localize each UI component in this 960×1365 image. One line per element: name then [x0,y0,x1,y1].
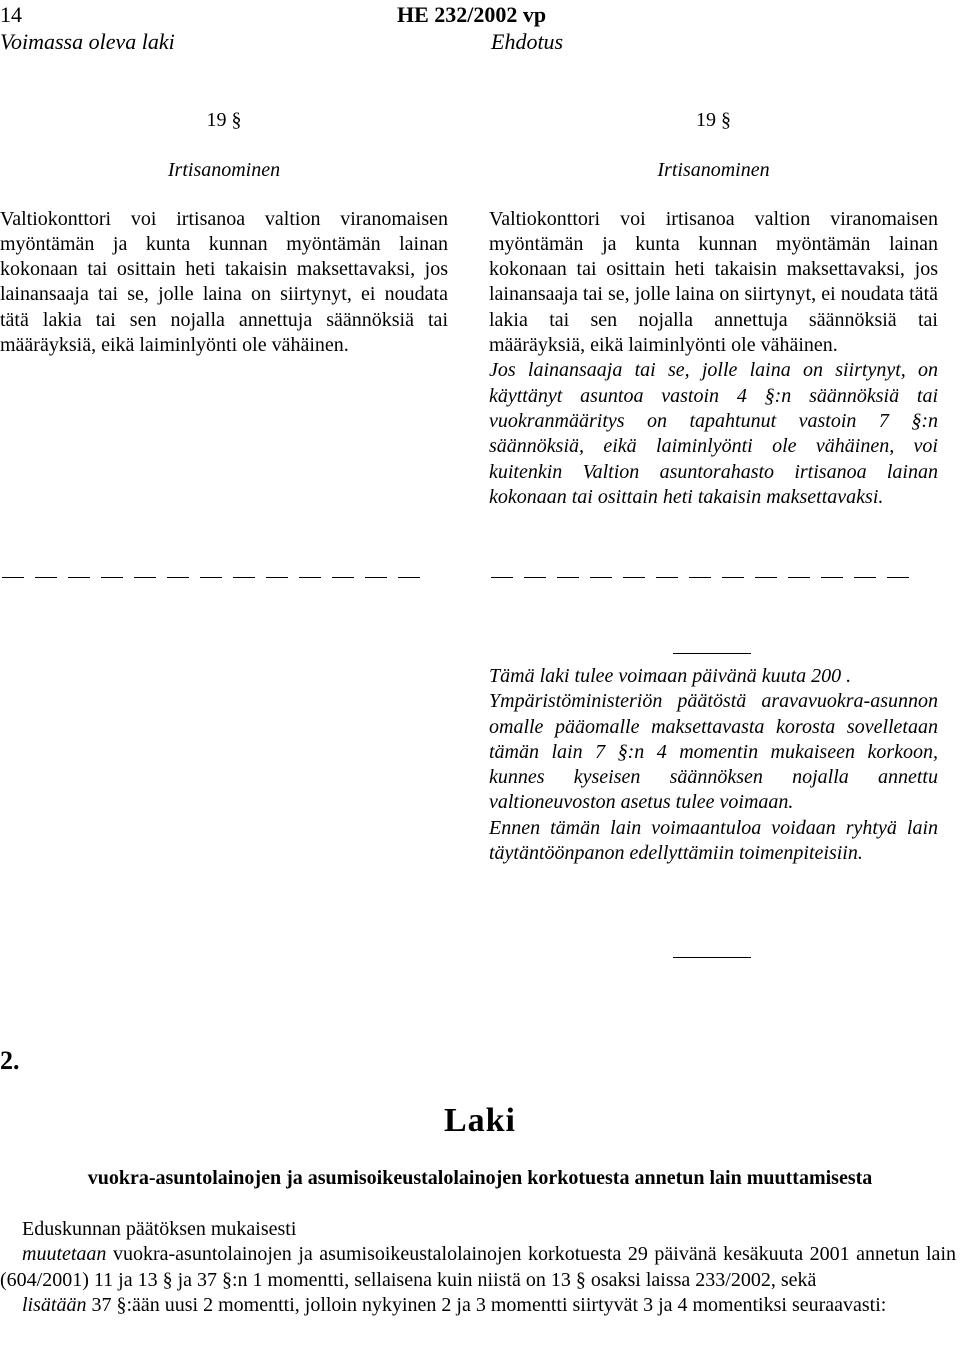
right-column [489,108,938,510]
law-amend-paragraph [0,1242,956,1293]
left-continuation-dashes [2,577,420,578]
add-text: 37 §:ään uusi 2 momentti, jolloin nykyinen 2 ja 3 momentti siirtyvät 3 ja 4 momentiksi seuraavasti: [86,1293,887,1316]
left-paragraph: Valtiokonttori voi irtisanoa valtion viranomaisen myöntämän ja kunta kunnan myöntämän lainan kokonaan tai osittain heti takaisin maksettavaksi, jos lainansaaja tai se, jolle laina on siirtynyt, ei noudata tätä lakia tai sen nojalla annettuja säännöksiä tai määräyksiä, eikä laiminlyönti ole vähäinen. [0,207,448,357]
right-continuation-dashes [491,577,909,578]
page-number: 14 [0,2,22,27]
right-section-title: Irtisanominen [657,159,770,182]
law-add-paragraph [0,1293,956,1318]
right-section-number: 19 § [696,109,731,131]
law-subtitle: vuokra-asuntolainojen ja asumisoikeustalolainojen korkotuesta annetun lain muuttamisesta [87,1167,873,1189]
entry-into-force-paragraph-3: Ennen tämän lain voimaantuloa voidaan ryhtyä lain täytäntöönpanon edellyttämiin toimenpiteisiin. [489,816,938,865]
entry-into-force-paragraph-1: Tämä laki tulee voimaan päivänä kuuta 200 . [489,665,852,687]
law-intro: Eduskunnan päätöksen mukaisesti [22,1218,297,1240]
entry-into-force [489,664,938,866]
entry-into-force-paragraph-2: Ympäristöministeriön päätöstä aravavuokra-asunnon omalle pääomalle maksettavasta korosta sovelletaan tämän lain 7 §:n 4 momentin mukaiseen korkoon, kunnes kyseisen säännöksen nojalla annettu valtioneuvoston asetus tulee voimaan. [489,690,938,814]
divider-rule-top [673,653,751,654]
law-body [0,1217,956,1318]
right-paragraph: Valtiokonttori voi irtisanoa valtion viranomaisen myöntämän ja kunta kunnan myöntämän lainan kokonaan tai osittain heti takaisin maksettavaksi, jos lainansaaja tai se, jolle laina on siirtynyt, ei noudata tätä lakia tai sen nojalla annettuja säännöksiä tai määräyksiä, eikä laiminlyönti ole vähäinen. [489,207,938,357]
law-number: 2. [0,1046,20,1075]
left-column-label: Voimassa oleva laki [0,29,175,54]
law-heading: Laki [443,1102,517,1139]
amend-verb: muutetaan [22,1243,107,1266]
right-column-label: Ehdotus [491,29,564,54]
left-section-title: Irtisanominen [167,159,281,182]
left-column [0,108,448,358]
document-id: HE 232/2002 vp [397,2,547,27]
right-new-paragraph: Jos lainansaaja tai se, jolle laina on siirtynyt, on käyttänyt asuntoa vastoin 4 §:n säännöksiä tai vuokranmääritys on tapahtunut vastoin 7 §:n säännöksiä, eikä laiminlyönti ole vähäinen, voi kuitenkin Valtion asuntorahasto irtisanoa lainan kokonaan tai osittain heti takaisin maksettavaksi. [489,359,938,508]
left-section-number: 19 § [206,109,242,131]
divider-rule-bottom [673,957,751,958]
add-verb: lisätään [22,1293,87,1316]
amend-text: vuokra-asuntolainojen ja asumisoikeustalolainojen korkotuesta 29 päivänä kesäkuuta 2001 annetun lain (604/2001) 11 ja 13 § ja 37 §:n 1 momentti, sellaisena kuin niistä on 13 § osaksi laissa 233/2002, sekä [0,1243,956,1291]
